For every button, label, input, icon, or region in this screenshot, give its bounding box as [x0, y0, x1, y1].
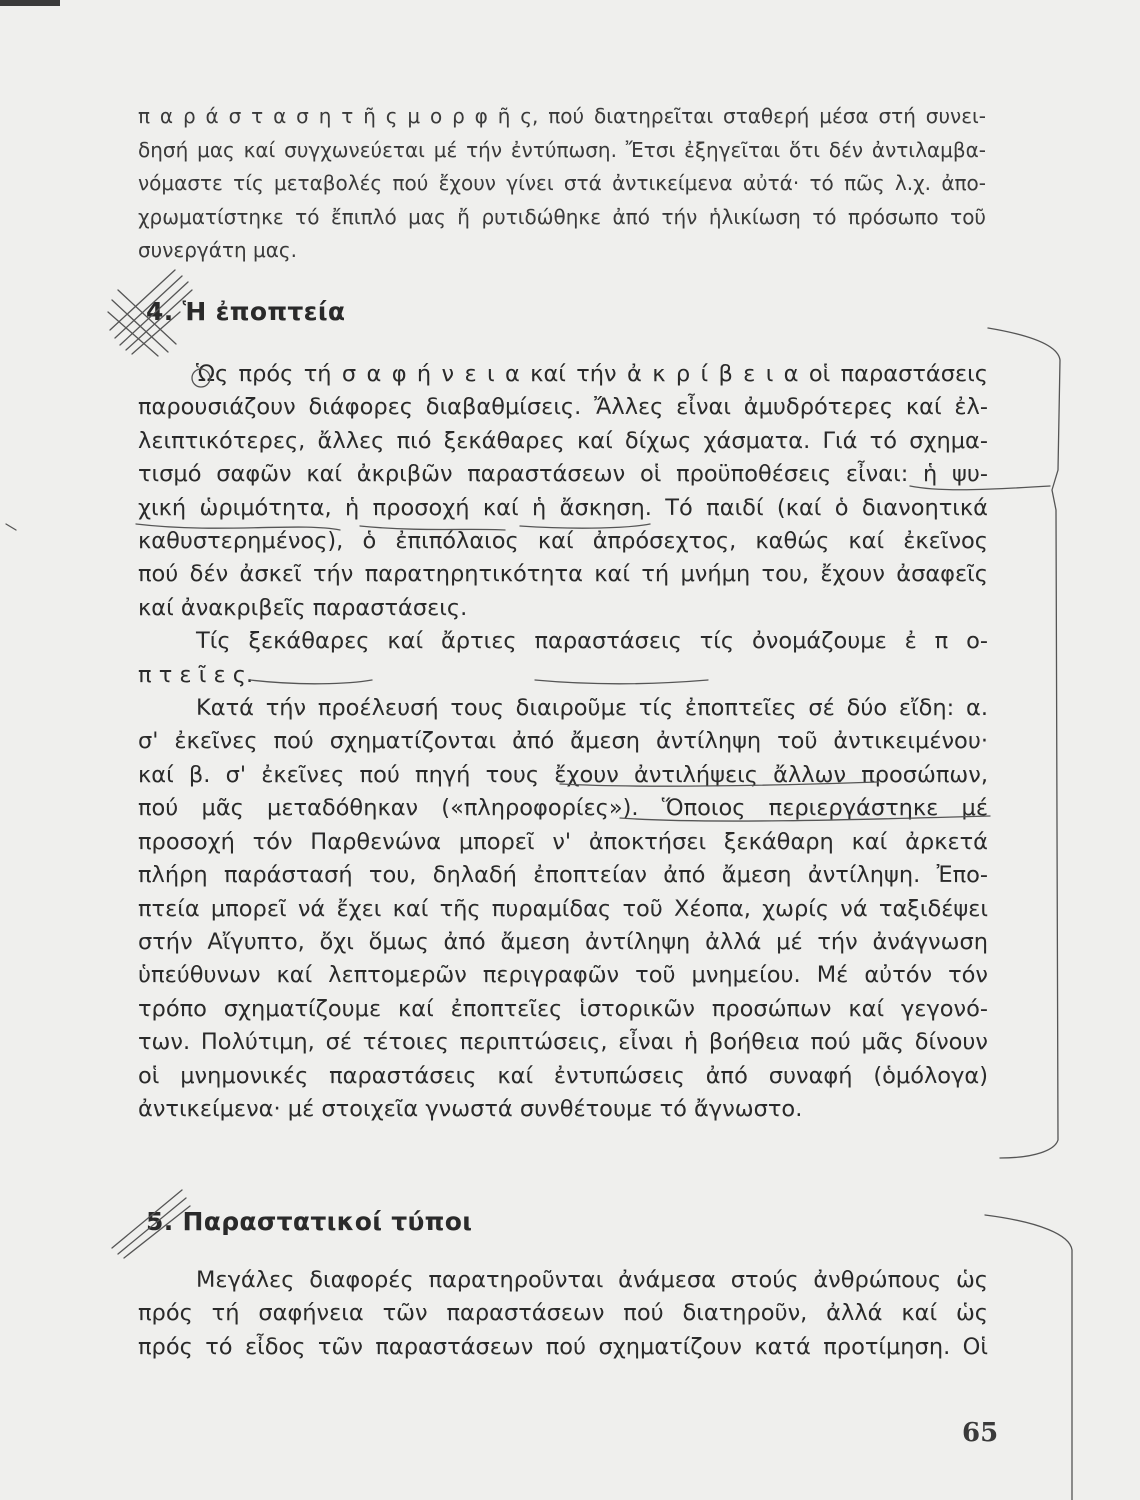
body-line: πού δέν ἀσκεῖ τήν παρατηρητικότητα καί τή μνήμη του, ἔχουν ἀσαφεῖς: [138, 561, 988, 588]
body-line: προσοχή τόν Παρθενώνα μπορεῖ ν' ἀποκτήσει ξεκάθαρη καί ἀρκετά: [138, 828, 988, 855]
body-line: τισμό σαφῶν καί ἀκριβῶν παραστάσεων οἱ προϋποθέσεις εἶναι: ἡ ψυ-: [138, 461, 988, 488]
body-line: καί ἀνακριβεῖς παραστάσεις.: [138, 594, 468, 621]
body-line: πρός τή σαφήνεια τῶν παραστάσεων πού διατηροῦν, ἀλλά καί ὡς: [138, 1300, 988, 1327]
margin-bracket: [985, 1215, 1072, 1500]
body-line: οἱ μνημονικές παραστάσεις καί ἐντυπώσεις ἀπό συναφή (ὁμόλογα): [138, 1062, 988, 1089]
intro-paragraph: [138, 100, 986, 268]
margin-tick: [6, 524, 16, 530]
body-line: π τ ε ῖ ε ς.: [138, 661, 254, 688]
body-line: σ' ἐκεῖνες πού σχηματίζονται ἀπό ἄμεση ἀντίληψη τοῦ ἀντικειμένου·: [138, 728, 988, 755]
section-4-body: [138, 358, 988, 1126]
body-line: πλήρη παράστασή του, δηλαδή ἐποπτείαν ἀπό ἄμεση ἀντίληψη. Ἐπο-: [138, 862, 988, 889]
body-line: στήν Αἴγυπτο, ὄχι ὅμως ἀπό ἄμεση ἀντίληψη ἀλλά μέ τήν ἀνάγνωση: [138, 928, 988, 955]
body-line: Ὡς πρός τή σ α φ ή ν ε ι α καί τήν ἀ κ ρ ί β ε ι α οἱ παραστάσεις: [196, 361, 988, 387]
intro-line: συνεργάτη μας.: [138, 238, 298, 262]
body-line: πού μᾶς μεταδόθηκαν («πληροφορίες»). Ὅποιος περιεργάστηκε μέ: [138, 795, 988, 822]
body-line: ἀντικείμενα· μέ στοιχεῖα γνωστά συνθέτουμε τό ἄγνωστο.: [138, 1095, 803, 1122]
body-line: πτεία μπορεῖ νά ἔχει καί τῆς πυραμίδας τοῦ Χέοπα, χωρίς νά ταξιδέψει: [138, 895, 988, 922]
body-line: των. Πολύτιμη, σέ τέτοιες περιπτώσεις, εἶναι ἡ βοήθεια πού μᾶς δίνουν: [138, 1029, 988, 1056]
body-line: πρός τό εἶδος τῶν παραστάσεων πού σχηματίζουν κατά προτίμηση. Οἱ: [138, 1333, 988, 1360]
body-line: παρουσιάζουν διάφορες διαβαθμίσεις. Ἄλλες εἶναι ἀμυδρότερες καί ἐλ-: [138, 394, 988, 421]
body-line: χική ὡριμότητα, ἡ προσοχή καί ἡ ἄσκηση. Τό παιδί (καί ὁ διανοητικά: [138, 494, 988, 521]
intro-line: δησή μας καί συγχωνεύεται μέ τήν ἐντύπωση. Ἔτσι ἐξηγεῖται ὅτι δέν ἀντιλαμβα-: [138, 137, 986, 162]
section-4-heading: 4. Ἡ ἐποπτεία: [146, 297, 346, 326]
intro-line: χρωματίστηκε τό ἔπιπλό μας ἤ ρυτιδώθηκε ἀπό τήν ἡλικίωση τό πρόσωπο τοῦ: [138, 204, 986, 229]
body-line: τρόπο σχηματίζουμε καί ἐποπτεῖες ἱστορικῶν προσώπων καί γεγονό-: [138, 995, 988, 1022]
body-line: καί β. σ' ἐκεῖνες πού πηγή τους ἔχουν ἀντιλήψεις ἄλλων προσώπων,: [138, 761, 988, 788]
intro-line: νόμαστε τίς μεταβολές πού ἔχουν γίνει στά ἀντικείμενα αὐτά· τό πῶς λ.χ. ἀπο-: [138, 171, 986, 195]
section-5-heading: 5. Παραστατικοί τύποι: [146, 1207, 473, 1236]
body-line: καθυστερημένος), ὁ ἐπιπόλαιος καί ἀπρόσεχτος, καθώς καί ἐκεῖνος: [138, 528, 988, 555]
body-line: λειπτικότερες, ἄλλες πιό ξεκάθαρες καί δίχως χάσματα. Γιά τό σχημα-: [138, 427, 988, 454]
page-number: 65: [962, 1418, 999, 1448]
margin-bracket: [988, 328, 1060, 1158]
intro-line: π α ρ ά σ τ α σ η τ ῆ ς μ ο ρ φ ῆ ς, πού διατηρεῖται σταθερή μέσα στή συνει-: [138, 104, 986, 128]
body-line: Κατά τήν προέλευσή τους διαιροῦμε τίς ἐποπτεῖες σέ δύο εἴδη: α.: [196, 695, 988, 722]
page-edge-mark: [0, 0, 60, 6]
body-line: Τίς ξεκάθαρες καί ἄρτιες παραστάσεις τίς ὀνομάζουμε ἐ π ο-: [196, 628, 988, 655]
body-line: ὑπεύθυνων καί λεπτομερῶν περιγραφῶν τοῦ μνημείου. Μέ αὐτόν τόν: [138, 962, 988, 989]
section-5-body: [138, 1264, 988, 1364]
body-line: Μεγάλες διαφορές παρατηροῦνται ἀνάμεσα στούς ἀνθρώπους ὡς: [196, 1267, 988, 1293]
